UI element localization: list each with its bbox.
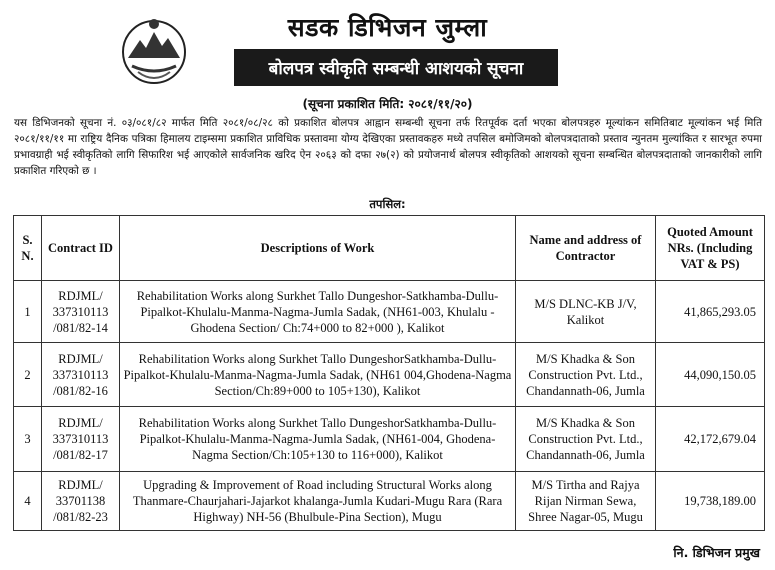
cell-contract-id: RDJML/ 337310113 /081/82-14 (42, 281, 120, 343)
cell-sn: 4 (14, 472, 42, 531)
header-description: Descriptions of Work (120, 216, 516, 281)
cell-description: Rehabilitation Works along Surkhet Tallo DungeshorSatkhamba-Dullu-Pipalkot-Khulalu-Manma-Nagma-Jumla Sadak, (NH61 004,Ghodena-Nagma Section/Ch:89+000 to 105+130), Kalikot (120, 343, 516, 407)
notice-title-banner: बोलपत्र स्वीकृति सम्बन्धी आशयको सूचना (234, 49, 558, 86)
header-amount: Quoted Amount NRs. (Including VAT & PS) (656, 216, 765, 281)
cell-amount: 44,090,150.05 (656, 343, 765, 407)
header-contract-id: Contract ID (42, 216, 120, 281)
publication-date: (सूचना प्रकाशित मिति: २०८१/११/२०) (302, 97, 473, 111)
tapsil-label: तपसिल: (369, 197, 406, 211)
cell-description: Upgrading & Improvement of Road including Structural Works along Thanmare-Chaurjahari-Jajarkot khalanga-Jumla Kudari-Mugu Rara (Rara Highway) NH-56 (Bhulbule-Pina Section), Mugu (120, 472, 516, 531)
cell-contract-id: RDJML/ 33701138 /081/82-23 (42, 472, 120, 531)
signatory: नि. डिभिजन प्रमुख (673, 545, 760, 560)
cell-sn: 1 (14, 281, 42, 343)
header-contractor: Name and address of Contractor (516, 216, 656, 281)
cell-amount: 42,172,679.04 (656, 407, 765, 472)
table-row (14, 472, 765, 531)
table-row (14, 343, 765, 407)
cell-sn: 2 (14, 343, 42, 407)
cell-sn: 3 (14, 407, 42, 472)
cell-contract-id: RDJML/ 337310113 /081/82-16 (42, 343, 120, 407)
cell-amount: 41,865,293.05 (656, 281, 765, 343)
table-row (14, 281, 765, 343)
cell-contract-id: RDJML/ 337310113 /081/82-17 (42, 407, 120, 472)
cell-contractor: M/S Khadka & Son Construction Pvt. Ltd., Chandannath-06, Jumla (516, 407, 656, 472)
cell-contractor: M/S Tirtha and Rajya Rijan Nirman Sewa, Shree Nagar-05, Mugu (516, 472, 656, 531)
contract-table (13, 215, 765, 531)
table-row (14, 407, 765, 472)
cell-description: Rehabilitation Works along Surkhet Tallo Dungeshor-Satkhamba-Dullu-Pipalkot-Khulalu-Manma-Nagma-Jumla Sadak, (NH61-003, Khulalu - Ghodena Section/ Ch:74+000 to 82+000 ), Kalikot (120, 281, 516, 343)
cell-amount: 19,738,189.00 (656, 472, 765, 531)
cell-contractor: M/S Khadka & Son Construction Pvt. Ltd., Chandannath-06, Jumla (516, 343, 656, 407)
cell-contractor: M/S DLNC-KB J/V, Kalikot (516, 281, 656, 343)
office-name: सडक डिभिजन जुम्ला (287, 13, 488, 42)
cell-description: Rehabilitation Works along Surkhet Tallo DungeshorSatkhamba-Dullu-Pipalkot-Khulalu-Manma-Nagma-Jumla Sadak, (NH61-004, Ghodena-Nagma Section/Ch:105+130 to 116+000), Kalikot (120, 407, 516, 472)
notice-paragraph: यस डिभिजनको सूचना नं. ०३/०८१/८२ मार्फत मिति २०८१/०८/२८ को प्रकाशित बोलपत्र आह्वान सम्बन्धी सूचना तर्फ रितपूर्वक दर्ता भएका बोलपत्रहरु मूल्यांकन समितिबाट मूल्यांकन भई मिति २०८१/११/११ मा राष्ट्रिय दैनिक पत्रिका हिमालय टाइम्समा प्रकाशित प्राविधिक प्रस्तावमा योग्य देखिएका प्रस्तावकहरु मध्ये तपसिल बमोजिमको बोलपत्रदाताको प्रस्ताव न्युनतम मुल्यांकित र सारभूत रुपमा प्रभावग्राही भई स्वीकृतिको लागि सिफारिश भई आएकोले सार्वजनिक खरिद ऐन २०६३ को दफा २७(२) को प्रयोजनार्थ बोलपत्र स्वीकृतिको आशयको सूचना सम्बन्धित बोलपत्रदाताको जानकारीको लागि प्रकाशित गरिएको छ । (14, 117, 762, 177)
table-header-row (14, 216, 765, 281)
header-sn: S. N. (14, 216, 42, 281)
